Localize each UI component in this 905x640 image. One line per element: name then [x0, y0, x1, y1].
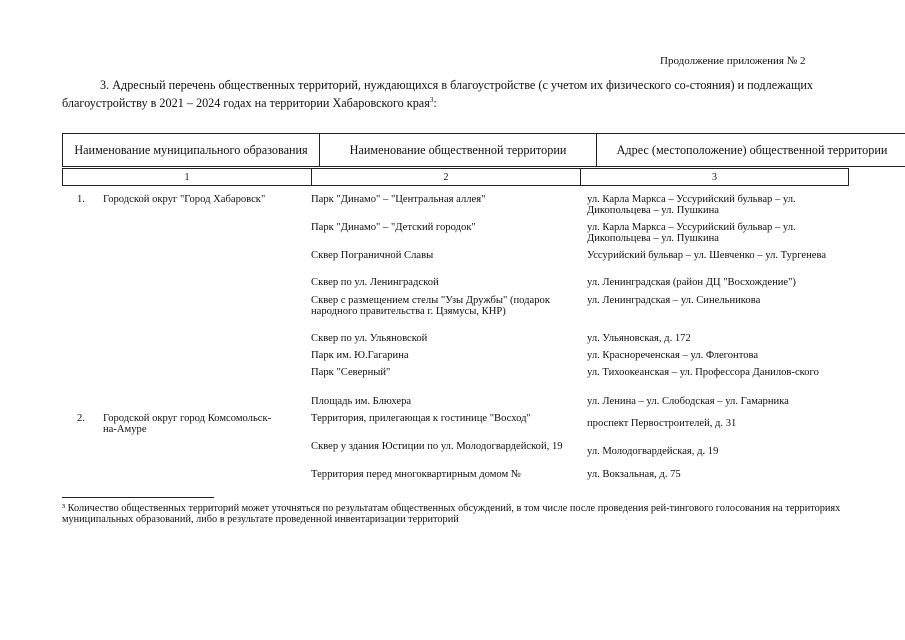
header-address: Адрес (местоположение) общественной территории [597, 134, 905, 167]
territory-name: Парк "Динамо" – "Центральная аллея" [311, 194, 486, 205]
territory-address: ул. Карла Маркса – Уссурийский бульвар – ул. Дикопольцева – ул. Пушкина [587, 194, 796, 216]
table-header [62, 133, 905, 167]
row-number: 1. [77, 194, 85, 205]
territory-address: Уссурийский бульвар – ул. Шевченко – ул. Тургенева [587, 250, 827, 261]
territory-address: проспект Первостроителей, д. 31 [587, 418, 737, 429]
territory-name: Сквер по ул. Ленинградской [311, 277, 439, 288]
territory-name: Сквер Пограничной Славы [311, 250, 434, 261]
municipality-name: Городской округ город Комсомольск-на-Амуре [103, 413, 272, 435]
territory-address: ул. Ленинградская – ул. Синельникова [587, 295, 761, 306]
territory-name: Парк "Динамо" – "Детский городок" [311, 222, 476, 233]
header-territory: Наименование общественной территории [320, 134, 597, 167]
territory-address: ул. Ленина – ул. Слободская – ул. Гамарника [587, 396, 789, 407]
column-number-1: 1 [63, 169, 312, 186]
territory-name: Сквер у здания Юстиции по ул. Молодогвардейской, 19 [311, 441, 563, 452]
territory-address: ул. Ленинградская (район ДЦ "Восхождение") [587, 277, 796, 288]
row-number: 2. [77, 413, 85, 424]
territory-name: Парк им. Ю.Гагарина [311, 350, 409, 361]
territory-address: ул. Тихоокеанская – ул. Профессора Данилов-ского [587, 367, 819, 378]
territory-name: Площадь им. Блюхера [311, 396, 412, 407]
territory-address: ул. Краснореченская – ул. Флегонтова [587, 350, 759, 361]
territory-address: ул. Карла Маркса – Уссурийский бульвар – ул. Дикопольцева – ул. Пушкина [587, 222, 796, 244]
column-number-3: 3 [581, 169, 849, 186]
footnote-mark: 3 [429, 96, 434, 104]
territory-address: ул. Ульяновская, д. 172 [587, 333, 691, 344]
territory-name: Территория, прилегающая к гостинице "Восход" [311, 413, 531, 424]
intro-tail: : [433, 96, 437, 111]
territory-name: Парк "Северный" [311, 367, 391, 378]
territory-name: Территория перед многоквартирным домом № [311, 469, 521, 480]
intro-text: 3. Адресный перечень общественных территорий, нуждающихся в благоустройстве (с учетом их физического со-стояния) и подлежащих благоустройству в 2021 – 2024 годах на территории Хабаровского края [62, 78, 813, 111]
footnote-text: ³ Количество общественных территорий может уточняться по результатам общественных обсуждений, в том числе после проведения рей-тингового голосования на территориях муниципальных образований, либо в результате проведенной инвентаризации территорий [62, 503, 841, 525]
territory-name: Сквер по ул. Ульяновской [311, 333, 428, 344]
footnote-divider [62, 497, 214, 498]
continuation-label: Продолжение приложения № 2 [660, 55, 806, 67]
territory-name: Сквер с размещением стелы "Узы Дружбы" (подарок народного правительства г. Цзямусы, КНР) [311, 295, 550, 317]
territory-address: ул. Молодогвардейская, д. 19 [587, 446, 719, 457]
column-numbers-row [62, 168, 849, 186]
municipality-name: Городской округ "Город Хабаровск" [103, 194, 266, 205]
header-municipality: Наименование муниципального образования [63, 134, 320, 167]
intro-paragraph [62, 78, 840, 111]
column-number-2: 2 [312, 169, 581, 186]
territory-address: ул. Вокзальная, д. 75 [587, 469, 681, 480]
